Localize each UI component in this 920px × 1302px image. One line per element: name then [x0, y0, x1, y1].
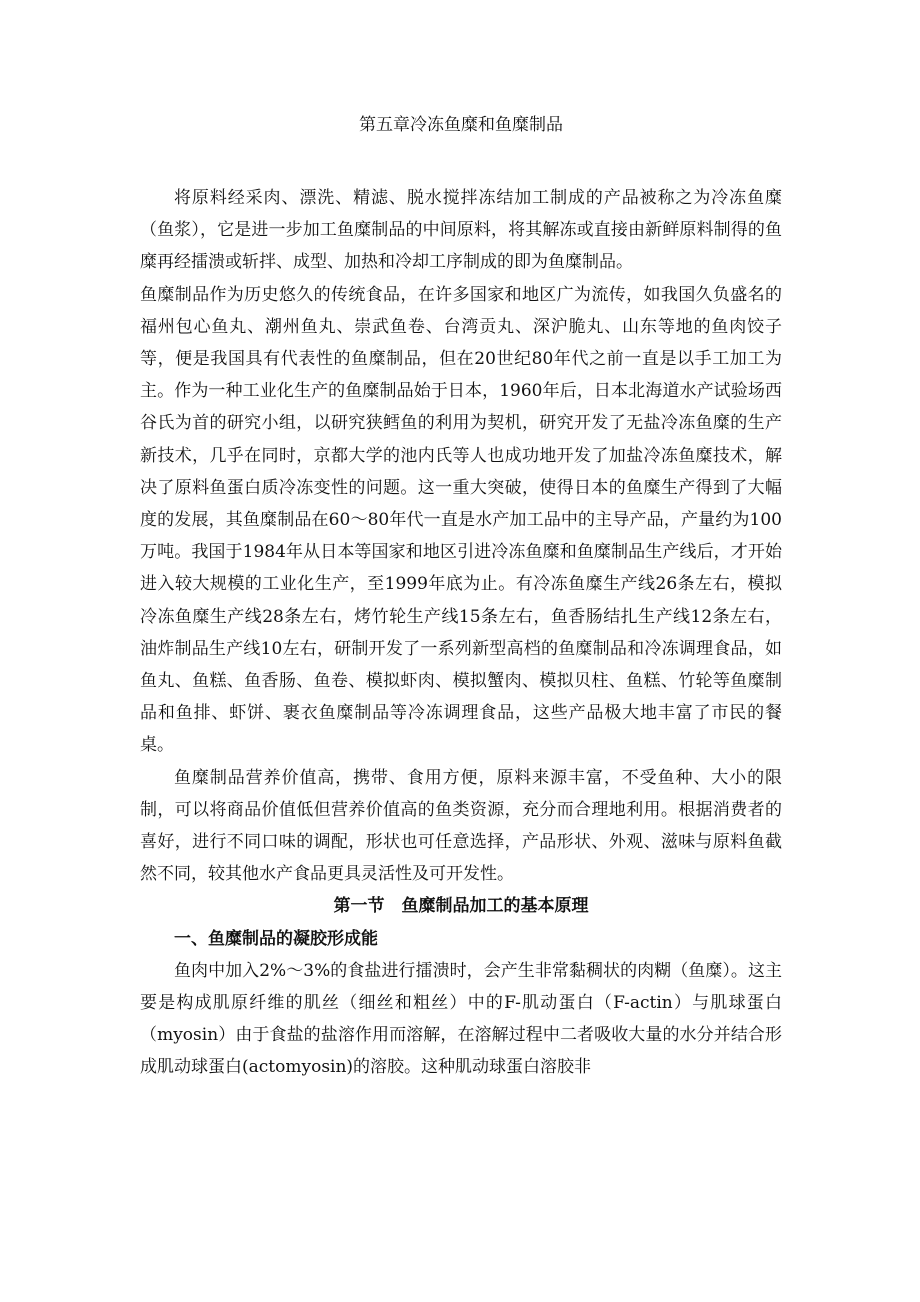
paragraph-nutrition: 鱼糜制品营养价值高，携带、食用方便，原料来源丰富，不受鱼种、大小的限制，可以将商品价值低但营养价值高的鱼类资源，充分而合理地利用。根据消费者的喜好，进行不同口味的调配，形状也可任意选择，产品形状、外观、滋味与原料鱼截然不同，较其他水产食品更具灵活性及可开发性。	[140, 767, 782, 885]
paragraph-gel-formation: 鱼肉中加入2%～3%的食盐进行擂溃时，会产生非常黏稠状的肉糊（鱼糜）。这主要是构成肌原纤维的肌丝（细丝和粗丝）中的F-肌动蛋白（F-actin）与肌球蛋白（myosin）由于食盐的盐溶作用而溶解，在溶解过程中二者吸收大量的水分并结合形成肌动球蛋白(actomyosin)的溶胶。这种肌动球蛋白溶胶非	[140, 960, 782, 1078]
sub-heading: 一、鱼糜制品的凝胶形成能	[174, 928, 378, 949]
document-body	[140, 182, 782, 1084]
paragraph-history: 鱼糜制品作为历史悠久的传统食品，在许多国家和地区广为流传，如我国久负盛名的福州包心鱼丸、潮州鱼丸、崇武鱼卷、台湾贡丸、深沪脆丸、山东等地的鱼肉饺子等，便是我国具有代表性的鱼糜制品，但在20世纪80年代之前一直是以手工加工为主。作为一种工业化生产的鱼糜制品始于日本，1960年后，日本北海道水产试验场西谷氏为首的研究小组，以研究狭鳕鱼的利用为契机，研究开发了无盐冷冻鱼糜的生产新技术，几乎在同时，京都大学的池内氏等人也成功地开发了加盐冷冻鱼糜技术，解决了原料鱼蛋白质冷冻变性的问题。这一重大突破，使得日本的鱼糜生产得到了大幅度的发展，其鱼糜制品在60～80年代一直是水产加工品中的主导产品，产量约为100万吨。我国于1984年从日本等国家和地区引进冷冻鱼糜和鱼糜制品生产线后，才开始进入较大规模的工业化生产，至1999年底为止。有冷冻鱼糜生产线26条左右，模拟冷冻鱼糜生产线28条左右，烤竹轮生产线15条左右，鱼香肠结扎生产线12条左右，油炸制品生产线10左右，研制开发了一系列新型高档的鱼糜制品和冷冻调理食品，如鱼丸、鱼糕、鱼香肠、鱼卷、模拟虾肉、模拟蟹肉、模拟贝柱、鱼糕、竹轮等鱼糜制品和鱼排、虾饼、裹衣鱼糜制品等冷冻调理食品，这些产品极大地丰富了市民的餐桌。	[140, 284, 782, 756]
section-heading: 第一节 鱼糜制品加工的基本原理	[333, 896, 589, 917]
chapter-title: 第五章冷冻鱼糜和鱼糜制品	[359, 115, 563, 135]
paragraph-intro: 将原料经采肉、漂洗、精滤、脱水搅拌冻结加工制成的产品被称之为冷冻鱼糜（鱼浆），它是进一步加工鱼糜制品的中间原料，将其解冻或直接由新鲜原料制得的鱼糜再经擂溃或斩拌、成型、加热和冷却工序制成的即为鱼糜制品。	[140, 188, 782, 273]
